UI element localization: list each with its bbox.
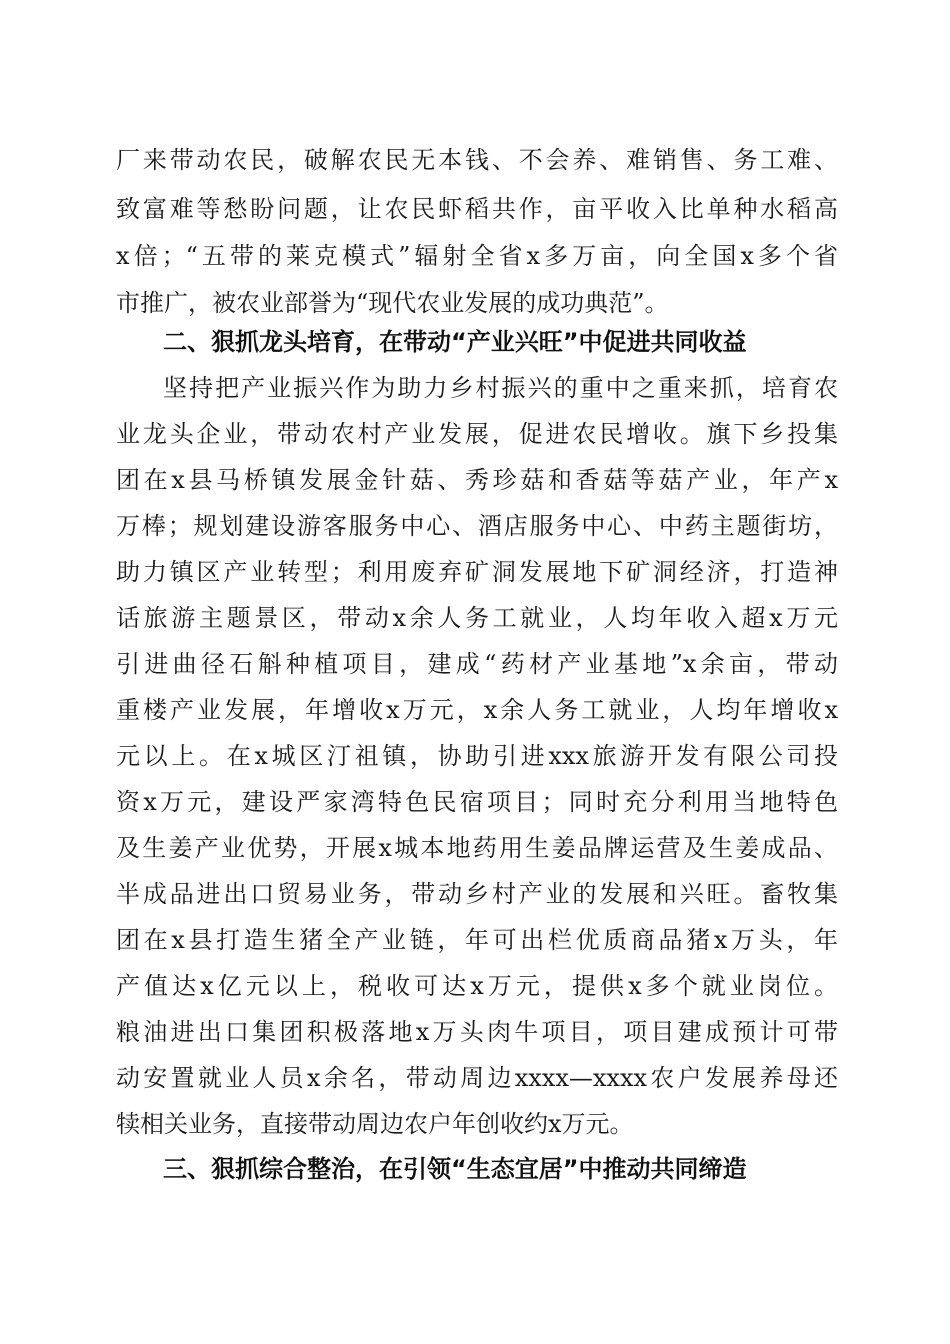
paragraph-1-line: 厂来带动农民，破解农民无本钱、不会养、难销售、务工难、 xyxy=(116,146,838,174)
paragraph-2-line: 重楼产业发展，年增收x万元，x余人务工就业，人均年增收x xyxy=(116,696,838,724)
section-heading-2: 二、狠抓龙头培育，在带动“产业兴旺”中促进共同收益 xyxy=(163,328,747,356)
paragraph-2-line: 万棒；规划建设游客服务中心、酒店服务中心、中药主题街坊， xyxy=(116,512,838,540)
paragraph-2-line: 粮油进出口集团积极落地x万头肉牛项目，项目建成预计可带 xyxy=(116,1018,838,1046)
paragraph-2-line: 动安置就业人员x余名，带动周边xxxx—xxxx农户发展养母还 xyxy=(116,1064,838,1092)
paragraph-1-line: x倍；“五带的莱克模式”辐射全省x多万亩，向全国x多个省 xyxy=(116,242,838,270)
paragraph-1-line: 市推广，被农业部誉为“现代农业发展的成功典范”。 xyxy=(116,289,669,317)
section-heading-3: 三、狠抓综合整治，在引领“生态宜居”中推动共同缔造 xyxy=(163,1155,747,1183)
paragraph-2-line: 团在x县打造生猪全产业链，年可出栏优质商品猪x万头，年 xyxy=(116,926,838,954)
paragraph-2-line: 团在x县马桥镇发展金针菇、秀珍菇和香菇等菇产业，年产x xyxy=(116,466,838,494)
paragraph-2-line: 坚持把产业振兴作为助力乡村振兴的重中之重来抓，培育农 xyxy=(163,374,838,402)
paragraph-2-line: 话旅游主题景区，带动x余人务工就业，人均年收入超x万元 xyxy=(116,604,838,632)
paragraph-2-line: 业龙头企业，带动农村产业发展，促进农民增收。旗下乡投集 xyxy=(116,420,838,448)
paragraph-2-line: 产值达x亿元以上，税收可达x万元，提供x多个就业岗位。 xyxy=(116,972,838,1000)
paragraph-2-line: 犊相关业务，直接带动周边农户年创收约x万元。 xyxy=(116,1110,634,1138)
paragraph-2-line: 及生姜产业优势，开展x城本地药用生姜品牌运营及生姜成品、 xyxy=(116,834,838,862)
paragraph-2-line: 元以上。在x城区汀祖镇，协助引进xxx旅游开发有限公司投 xyxy=(116,742,838,770)
paragraph-2-line: 半成品进出口贸易业务，带动乡村产业的发展和兴旺。畜牧集 xyxy=(116,880,838,908)
paragraph-2-line: 助力镇区产业转型；利用废弃矿洞发展地下矿洞经济，打造神 xyxy=(116,558,838,586)
paragraph-2-line: 资x万元，建设严家湾特色民宿项目；同时充分利用当地特色 xyxy=(116,788,838,816)
paragraph-2-line: 引进曲径石斛种植项目，建成“药材产业基地”x余亩，带动 xyxy=(116,650,838,678)
paragraph-1-line: 致富难等愁盼问题，让农民虾稻共作，亩平收入比单种水稻高 xyxy=(116,195,838,223)
